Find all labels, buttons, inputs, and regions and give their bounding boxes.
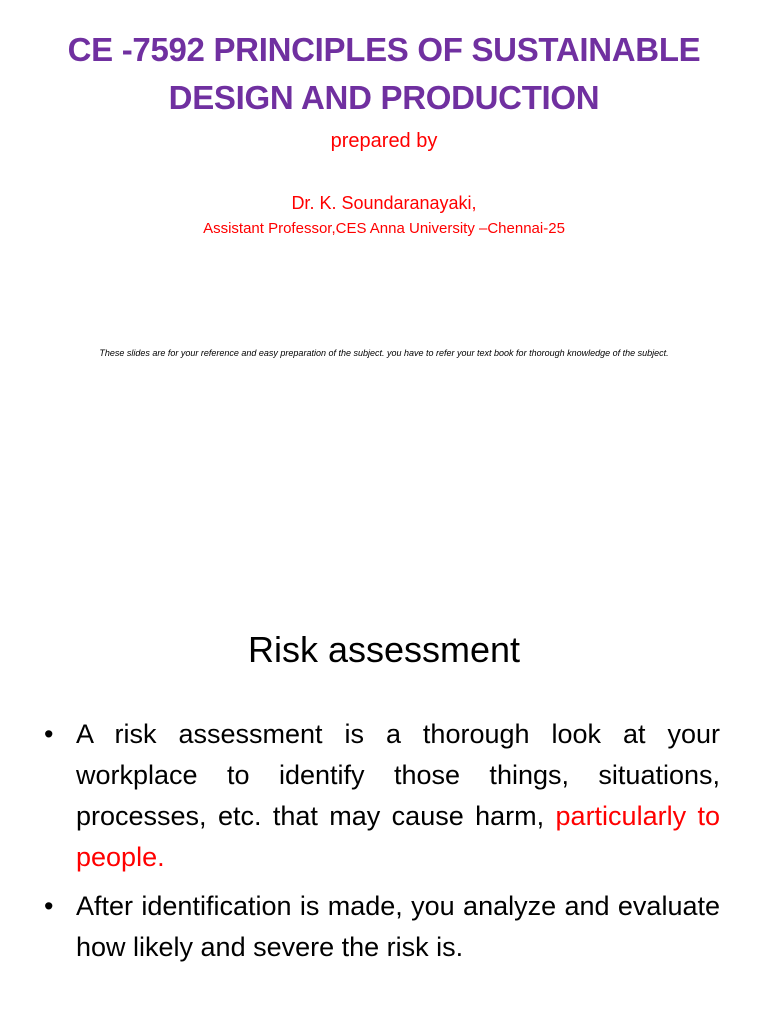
bullet-item [44,886,720,968]
bullet-icon: • [44,891,54,921]
author-name: Dr. K. Soundaranayaki, [291,193,477,213]
prepared-by-label: prepared by [330,130,438,152]
bullet-list [44,714,720,976]
author-affiliation: Assistant Professor,CES Anna University –Chennai-25 [203,220,565,237]
bullet-highlight-text: particularly to people. [76,801,720,872]
risk-assessment-slide [0,512,768,1024]
course-title: CE -7592 PRINCIPLES OF SUSTAINABLE DESIGN AND PRODUCTION [67,31,701,116]
bullet-item [44,714,720,878]
bullet-text: A risk assessment is a thorough look at your workplace to identify those things, situations, processes, etc. that may cause harm, [76,719,720,831]
bullet-text: After identification is made, you analyze and evaluate how likely and severe the risk is. [76,891,720,962]
slide-heading: Risk assessment [247,629,521,670]
bullet-icon: • [44,719,54,749]
disclaimer-note: These slides are for your reference and easy preparation of the subject. you have to refer your text book for thorough knowledge of the subject. [99,348,669,358]
